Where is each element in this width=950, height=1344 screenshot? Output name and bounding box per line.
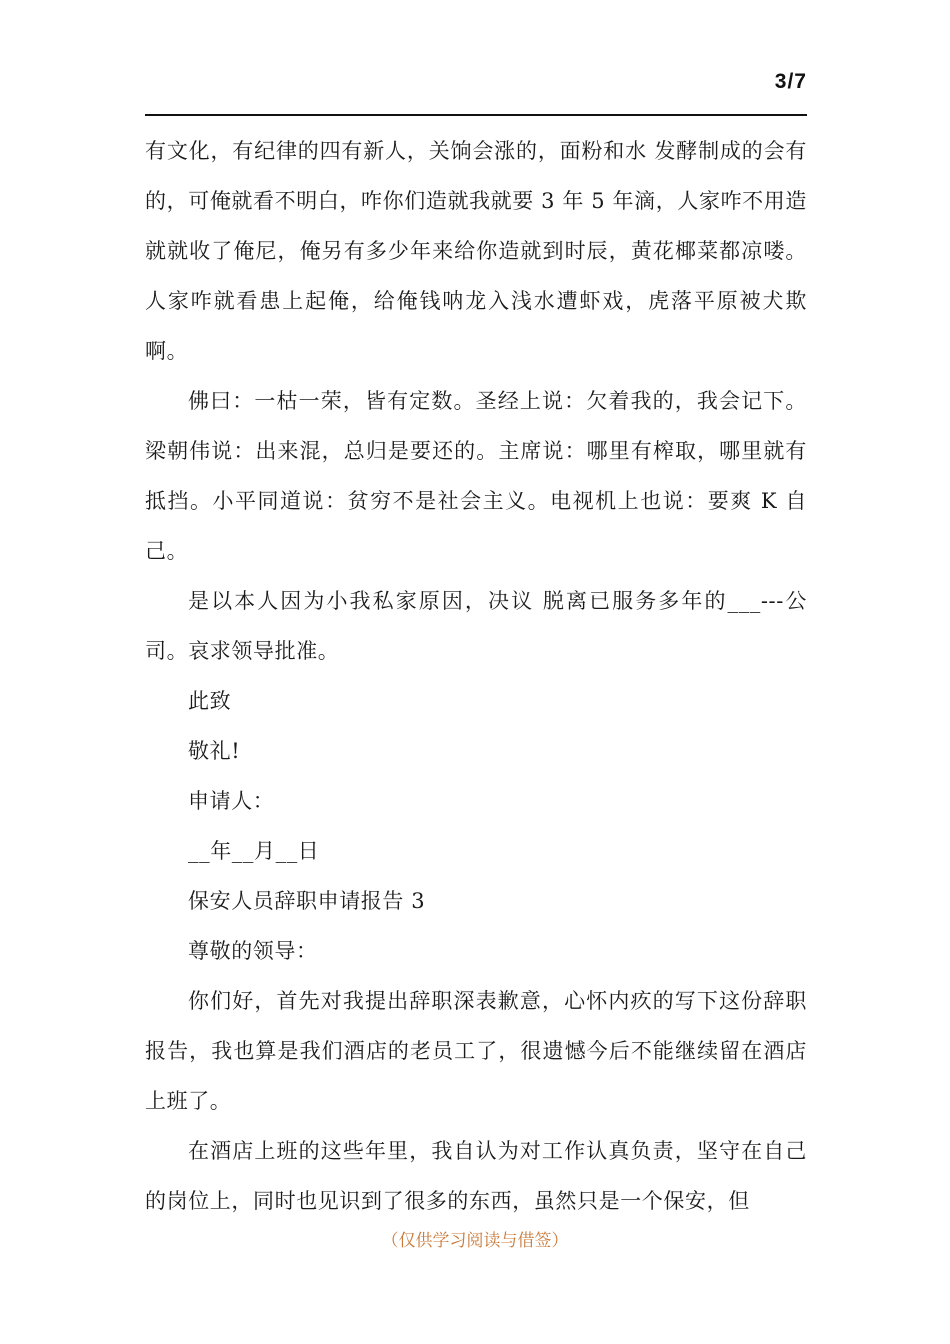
applicant-label: 申请人： xyxy=(188,789,275,813)
closing-salutation: 此致 xyxy=(188,689,232,713)
page-number: 3/7 xyxy=(774,70,807,93)
paragraph: 在酒店上班的这些年里，我自认为对工作认真负责，坚守在自己的岗位上，同时也见识到了很多的东西，虽然只是一个保安，但 xyxy=(145,1139,807,1213)
header-divider xyxy=(145,114,807,116)
date-line: __年__月__日 xyxy=(188,839,320,863)
section-title: 保安人员辞职申请报告 3 xyxy=(188,889,426,913)
document-body xyxy=(145,126,807,1226)
paragraph: 有文化，有纪律的四有新人，关饷会涨的，面粉和水 发酵制成的会有的，可俺就看不明白，咋你们造就我就要 3 年 5 年滴，人家咋不用造就就收了俺尼，俺另有多少年来给你造就到时辰，黄花椰菜都凉喽。人家咋就看患上起俺，给俺钱呐龙入浅水遭虾戏，虎落平原被犬欺啊。 xyxy=(145,139,807,363)
greeting: 尊敬的领导： xyxy=(188,939,318,963)
paragraph: 佛曰：一枯一荣，皆有定数。圣经上说：欠着我的，我会记下。梁朝伟说：出来混，总归是要还的。主席说：哪里有榨取，哪里就有抵挡。小平同道说：贫穷不是社会主义。电视机上也说：要爽 K 自己。 xyxy=(145,389,807,563)
paragraph: 你们好，首先对我提出辞职深表歉意，心怀内疚的写下这份辞职报告，我也算是我们酒店的老员工了，很遗憾今后不能继续留在酒店上班了。 xyxy=(145,989,807,1113)
paragraph: 是以本人因为小我私家原因，决议 脱离已服务多年的___---公司。哀求领导批准。 xyxy=(145,589,807,663)
footer-note: （仅供学习阅读与借签） xyxy=(381,1231,569,1251)
closing-regards: 敬礼! xyxy=(188,739,241,763)
